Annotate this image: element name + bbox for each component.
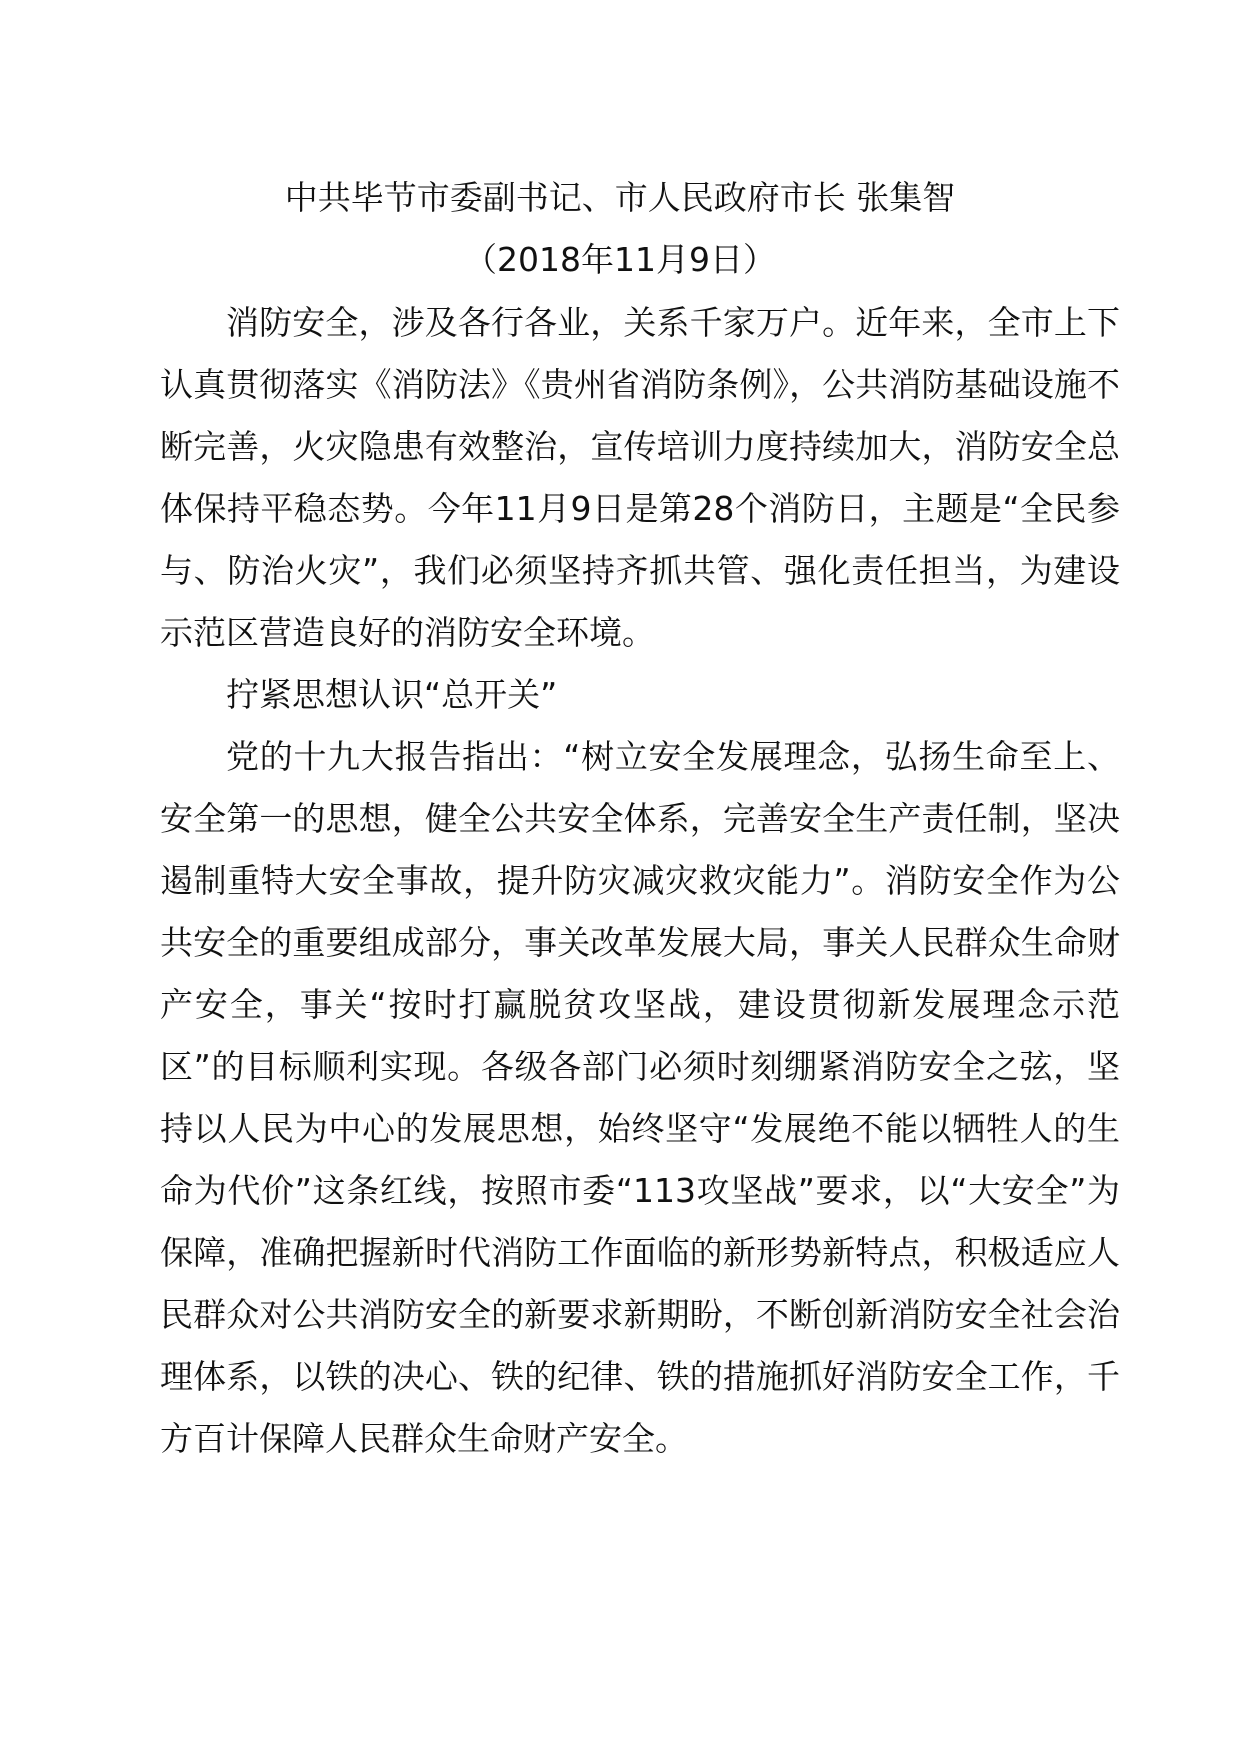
section-heading: 拧紧思想认识“总开关” (226, 675, 558, 714)
document-body (160, 292, 1120, 1470)
paragraph-intro: 消防安全，涉及各行各业，关系千家万户。近年来，全市上下认真贯彻落实《消防法》《贵州省消防条例》，公共消防基础设施不断完善，火灾隐患有效整治，宣传培训力度持续加大，消防安全总体保持平稳态势。今年11月9日是第28个消防日，主题是“全民参与、防治火灾”，我们必须坚持齐抓共管、强化责任担当，为建设示范区营造良好的消防安全环境。 (160, 303, 1120, 652)
document-date: （2018年11月9日） (464, 240, 776, 279)
document-title: 中共毕节市委副书记、市人民政府市长 张集智 (284, 178, 956, 217)
paragraph-main: 党的十九大报告指出：“树立安全发展理念，弘扬生命至上、安全第一的思想，健全公共安全体系，完善安全生产责任制，坚决遏制重特大安全事故，提升防灾减灾救灾能力”。消防安全作为公共安全的重要组成部分，事关改革发展大局，事关人民群众生命财产安全，事关“按时打赢脱贫攻坚战，建设贯彻新发展理念示范区”的目标顺利实现。各级各部门必须时刻绷紧消防安全之弦，坚持以人民为中心的发展思想，始终坚守“发展绝不能以牺牲人的生命为代价”这条红线，按照市委“113攻坚战”要求，以“大安全”为保障，准确把握新时代消防工作面临的新形势新特点，积极适应人民群众对公共消防安全的新要求新期盼，不断创新消防安全社会治理体系，以铁的决心、铁的纪律、铁的措施抓好消防安全工作，千方百计保障人民群众生命财产安全。 (160, 737, 1120, 1458)
